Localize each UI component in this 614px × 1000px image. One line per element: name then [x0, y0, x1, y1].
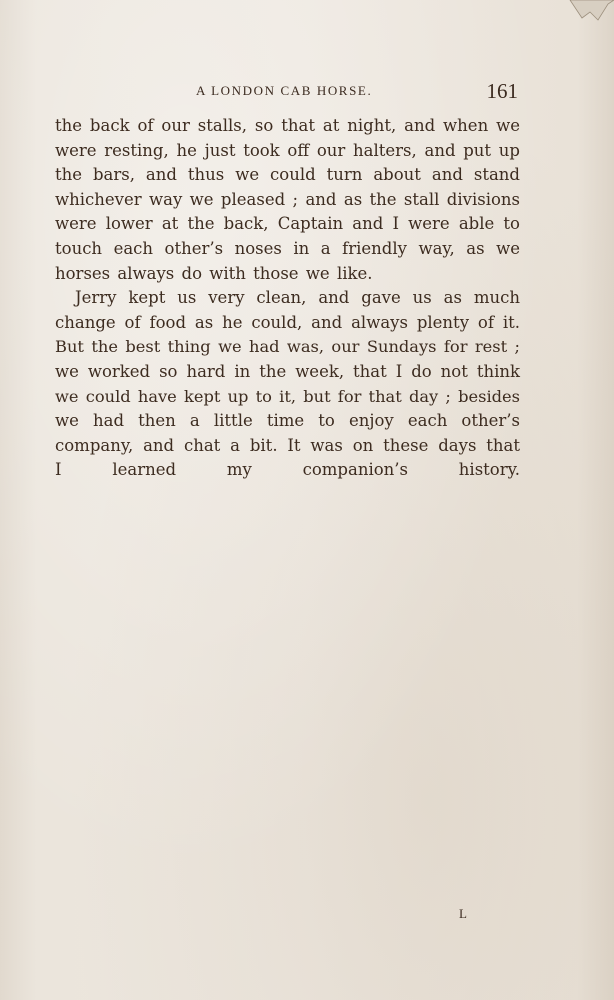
page-number: 161: [486, 79, 518, 103]
text-line: were lower at the back, Captain and I were able to: [55, 214, 520, 234]
text-line: Jerry kept us very clean, and gave us as much: [75, 288, 520, 308]
paragraph-2: [55, 286, 520, 507]
text-line: company, and chat a bit. It was on these days that: [55, 435, 520, 455]
running-header: [56, 80, 518, 104]
paragraph-1: [55, 114, 520, 286]
text-line: [55, 483, 520, 508]
text-line: we had then a little time to enjoy each other’s: [55, 411, 520, 431]
folded-corner-mark: [568, 0, 614, 28]
body-text: [55, 114, 520, 508]
text-line: we worked so hard in the week, that I do not think: [55, 361, 520, 381]
text-line: the back of our stalls, so that at night, and when we: [55, 116, 520, 135]
text-line: we could have kept up to it, but for that day ; besides: [55, 386, 520, 406]
text-line: were resting, he just took off our halters, and put up: [55, 140, 520, 160]
text-line: horses always do with those we like.: [55, 263, 373, 283]
text-line: I learned my companion’s history.: [55, 460, 520, 480]
signature-mark: L: [459, 906, 468, 921]
text-line: touch each other’s noses in a friendly way, as we: [55, 238, 520, 258]
text-line: But the best thing we had was, our Sundays for rest ;: [55, 337, 520, 357]
running-title: A LONDON CAB HORSE.: [196, 83, 373, 98]
text-line: the bars, and thus we could turn about and stand: [55, 165, 520, 185]
text-line: change of food as he could, and always plenty of it.: [55, 312, 520, 332]
text-line: whichever way we pleased ; and as the stall divisions: [55, 189, 520, 209]
